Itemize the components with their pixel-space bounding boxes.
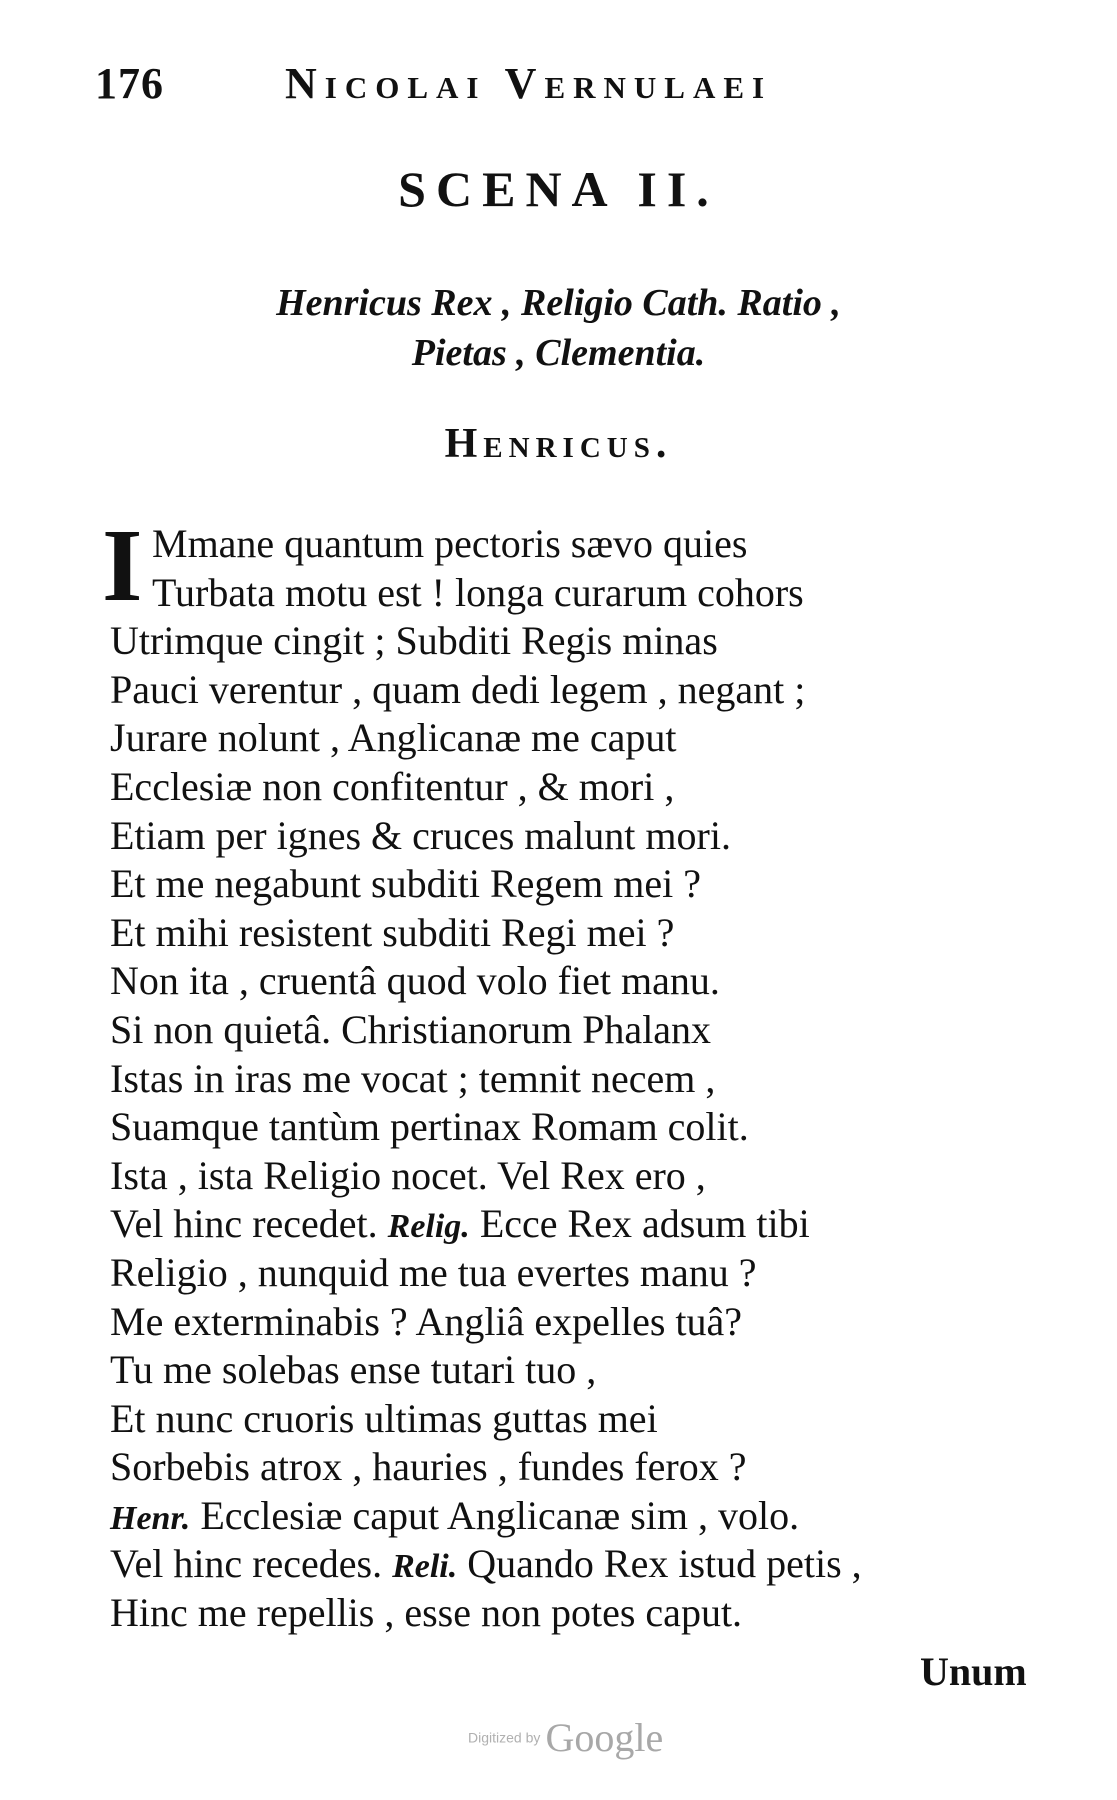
verse-line: Suamque tantùm pertinax Romam colit. <box>110 1104 749 1150</box>
speaker-label: Henr. <box>110 1499 191 1537</box>
speaker-heading: Henricus. <box>444 421 673 467</box>
verse-text: Vel hinc recedes. <box>110 1541 383 1587</box>
verse-line: Et mihi resistent subditi Regi mei ? <box>110 909 675 955</box>
verse-line <box>110 1540 1010 1589</box>
drop-cap: I <box>102 508 143 623</box>
verse-block <box>102 508 1010 1638</box>
verse-line: Utrimque cingit ; Subditi Regis minas <box>110 618 718 664</box>
page-number: 176 <box>95 59 164 108</box>
verse-line: Pauci verentur , quam dedi legem , negant ; <box>110 666 806 712</box>
speaker-label: Reli. <box>392 1548 458 1586</box>
verse-line: Me exterminabis ? Angliâ expelles tuâ? <box>110 1298 743 1344</box>
verse-line: Tu me solebas ense tutari tuo , <box>110 1347 597 1393</box>
digitization-watermark <box>468 1714 663 1761</box>
verse-line: Religio , nunquid me tua evertes manu ? <box>110 1249 757 1295</box>
verse-line: Non ita , cruentâ quod volo fiet manu. <box>110 958 720 1004</box>
cast-list <box>0 278 1117 378</box>
catchword: Unum <box>920 1649 1027 1694</box>
running-title: Nicolai Vernulaei <box>285 59 773 108</box>
google-logo: Google <box>545 1715 664 1760</box>
scene-title: SCENA II. <box>398 161 719 217</box>
speaker-label: Relig. <box>387 1208 470 1246</box>
verse-line: Istas in iras me vocat ; temnit necem , <box>110 1055 716 1101</box>
verse-line: Si non quietâ. Christianorum Phalanx <box>110 1006 712 1052</box>
verse-line: Mmane quantum pectoris sævo quies <box>152 521 748 566</box>
watermark-small-text: Digitized by <box>468 1729 541 1746</box>
verse-line: Et me negabunt subditi Regem mei ? <box>110 861 701 907</box>
verse-line: Et nunc cruoris ultimas guttas mei <box>110 1395 658 1441</box>
verse-line: Etiam per ignes & cruces malunt mori. <box>110 812 731 858</box>
verse-text: Ecclesiæ caput Anglicanæ sim , volo. <box>200 1492 800 1538</box>
page-header <box>95 58 895 118</box>
verse-line: Ecclesiæ non confitentur , & mori , <box>110 763 675 809</box>
verse-line: Ista , ista Religio nocet. Vel Rex ero , <box>110 1152 706 1198</box>
verse-line: Turbata motu est ! longa curarum cohors <box>152 569 804 615</box>
verse-line: Hinc me repellis , esse non potes caput. <box>110 1590 743 1636</box>
verse-line <box>110 1200 1010 1249</box>
verse-line: Sorbebis atrox , hauries , fundes ferox ? <box>110 1444 747 1490</box>
cast-line: Pietas , Clementia. <box>411 332 706 374</box>
verse-text: Vel hinc recedet. <box>110 1201 378 1247</box>
verse-text: Quando Rex istud petis , <box>467 1541 862 1587</box>
verse-text: Ecce Rex adsum tibi <box>479 1201 810 1247</box>
verse-line: Jurare nolunt , Anglicanæ me caput <box>110 715 677 761</box>
verse-line <box>110 1492 1010 1541</box>
cast-line: Henricus Rex , Religio Cath. Ratio , <box>276 282 841 324</box>
